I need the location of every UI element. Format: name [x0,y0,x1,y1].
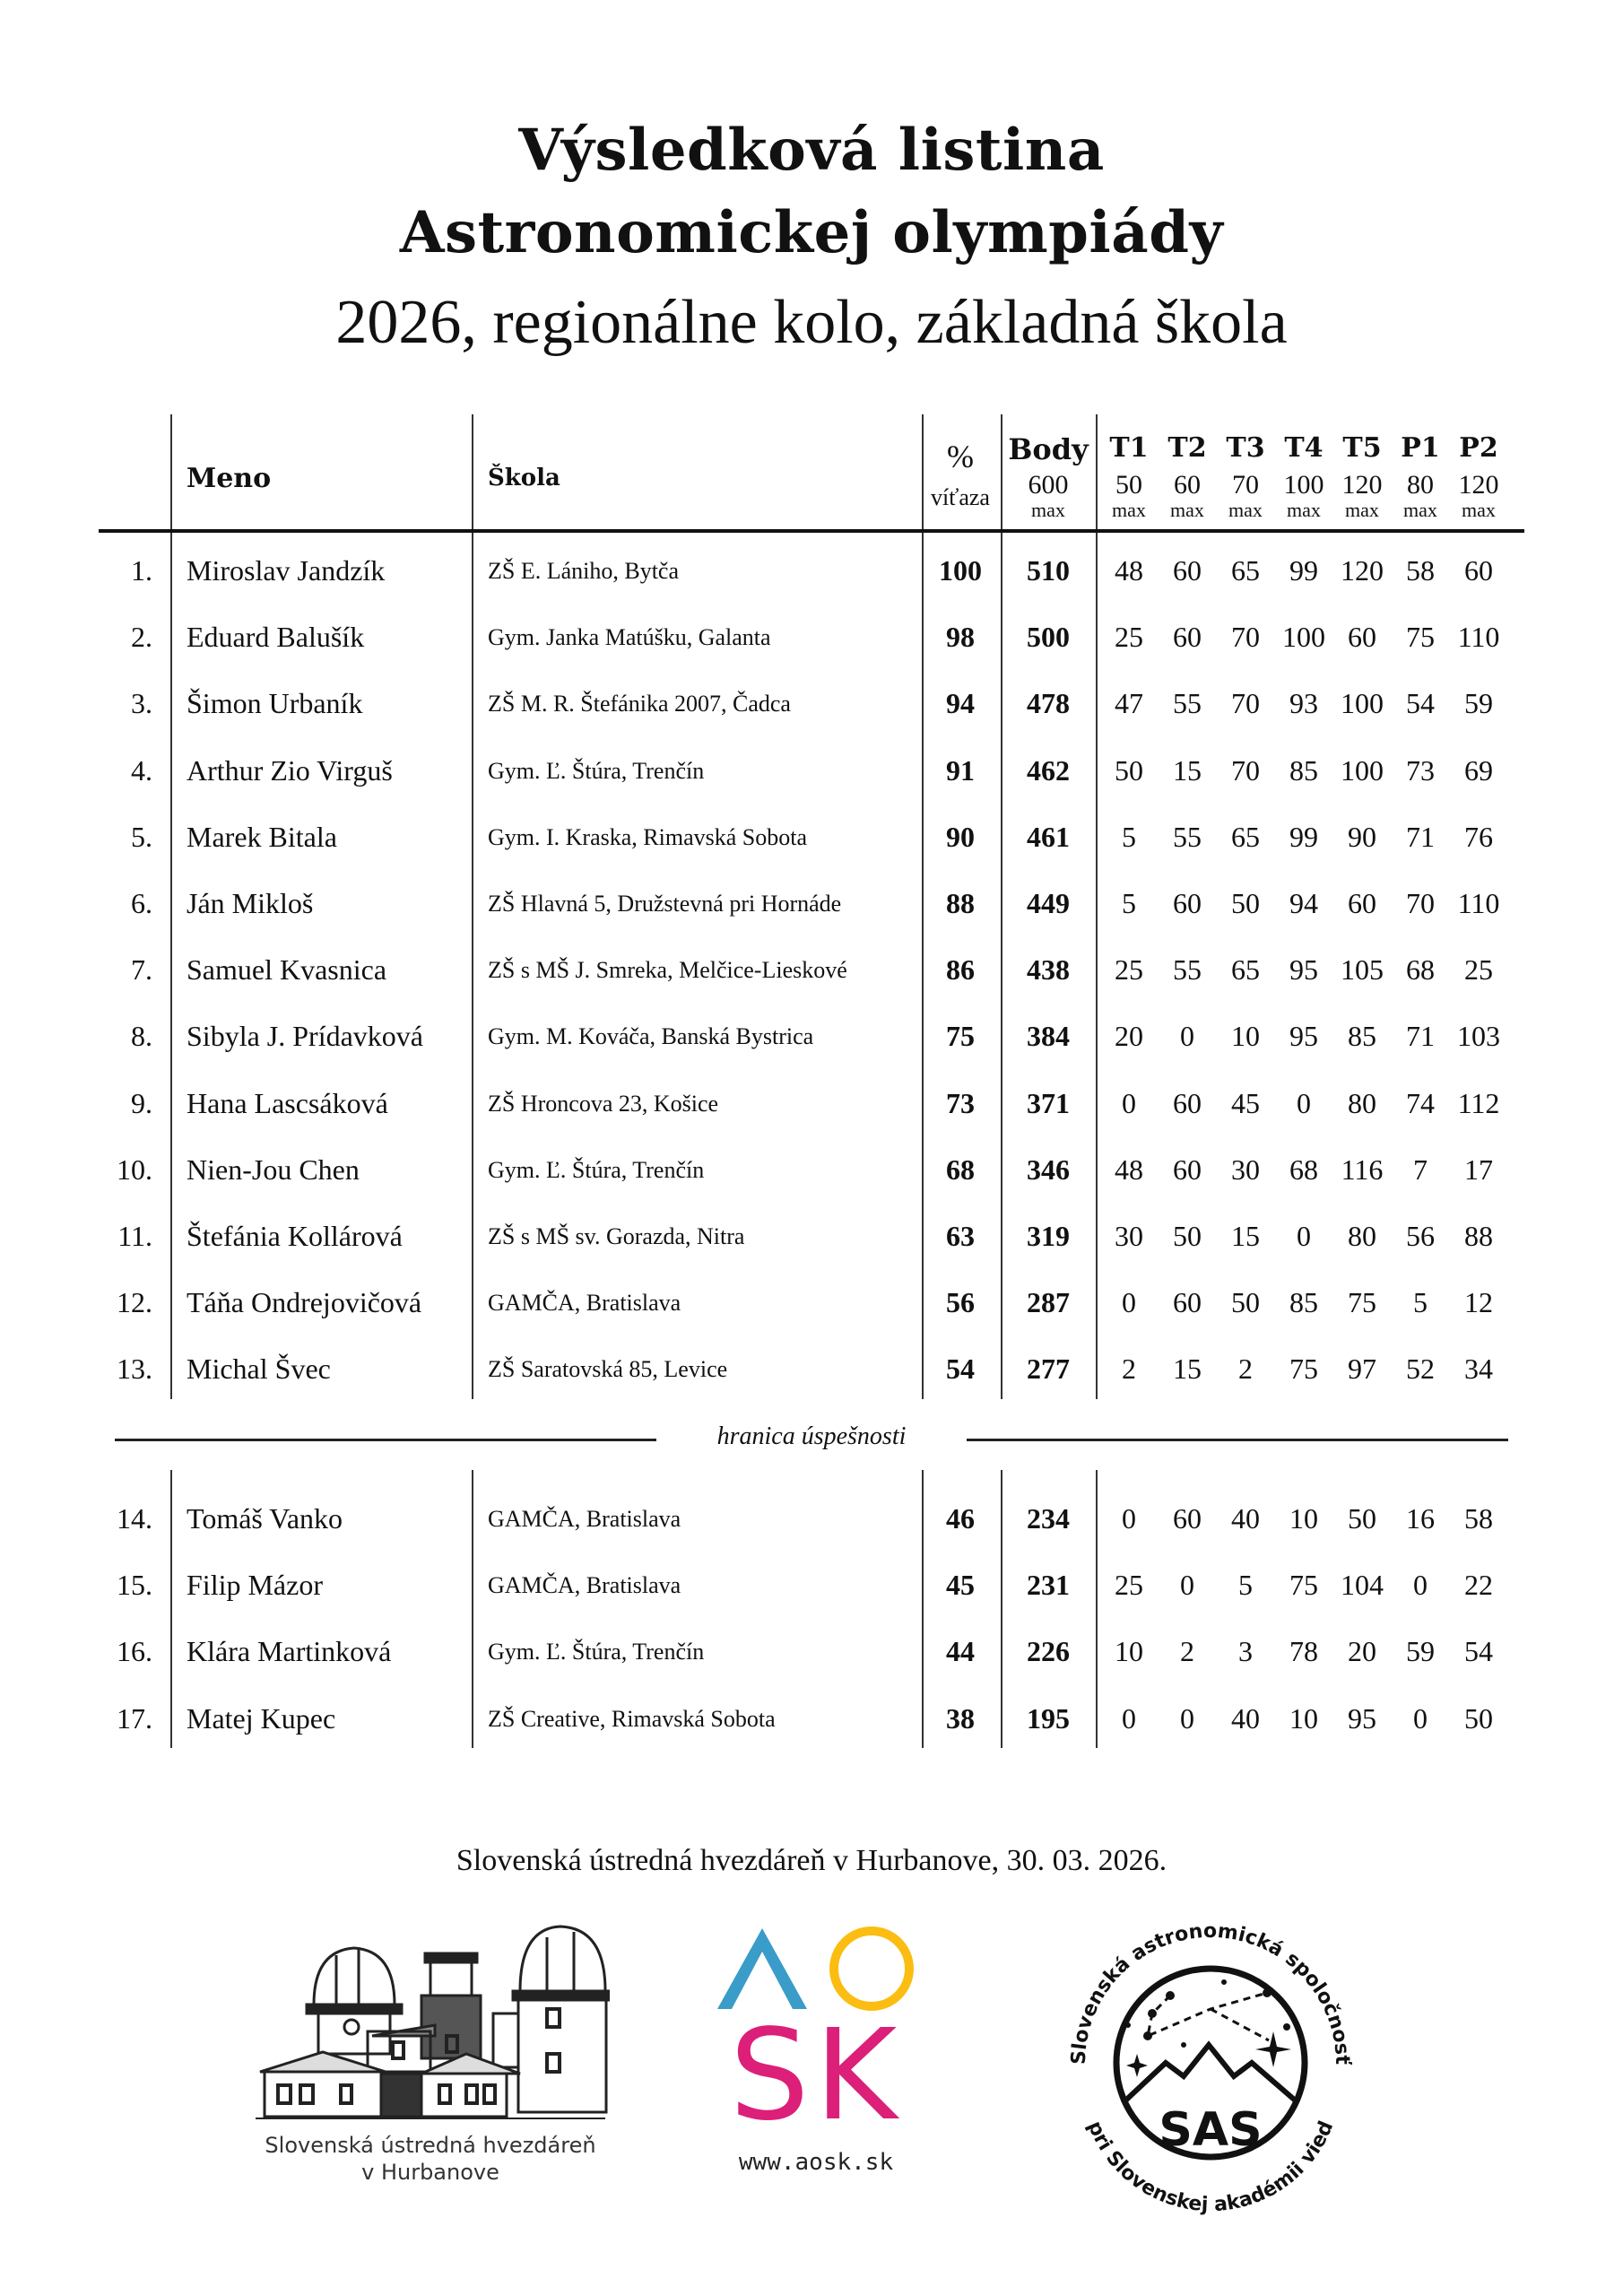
row-task-score: 40 [1231,1701,1260,1735]
row-name: Klára Martinková [187,1635,392,1668]
row-task-score: 55 [1173,820,1202,853]
header-task-max-label: max [1228,499,1263,521]
row-task-score: 5 [1238,1569,1253,1602]
row-task-score: 30 [1231,1152,1260,1186]
row-task-score: 76 [1464,820,1493,853]
row-total-points: 319 [1027,1220,1070,1252]
row-task-score: 75 [1406,621,1435,654]
row-task-score: 15 [1173,1352,1202,1386]
row-task-score: 104 [1341,1569,1384,1602]
header-rule [99,529,1524,533]
header-pct-label: víťaza [931,484,990,510]
row-rank: 11. [117,1220,152,1252]
row-task-score: 110 [1457,887,1500,919]
observatory-building-icon [251,1919,610,2126]
header-task-t3: T3 [1226,432,1265,464]
row-task-score: 12 [1464,1286,1493,1319]
row-task-score: 60 [1464,554,1493,587]
row-school: GAMČA, Bratislava [488,1506,681,1532]
row-task-score: 52 [1406,1352,1435,1386]
row-task-score: 68 [1289,1152,1318,1186]
row-task-score: 0 [1122,1286,1136,1319]
row-task-score: 45 [1231,1086,1260,1119]
row-name: Sibyla J. Prídavková [187,1020,423,1053]
row-rank: 7. [131,953,152,987]
row-task-score: 25 [1115,621,1143,654]
row-task-score: 59 [1464,687,1493,720]
row-task-score: 0 [1180,1020,1194,1053]
header-task-p1: P1 [1401,432,1440,464]
suh-caption-line-1: Slovenská ústredná hvezdáreň [265,2133,596,2158]
header-task-max-label: max [1287,499,1321,521]
row-rank: 1. [131,554,152,587]
header-name: Meno [187,463,272,494]
row-task-score: 54 [1406,687,1435,720]
row-task-score: 95 [1289,1020,1318,1053]
header-task-max-label: max [1170,499,1204,521]
row-pct-of-winner: 46 [946,1502,975,1535]
row-task-score: 47 [1115,687,1143,720]
row-task-score: 60 [1173,1152,1202,1186]
upper-column-divider [170,414,172,1399]
row-task-score: 0 [1297,1220,1311,1252]
row-school: ZŠ Creative, Rimavská Sobota [488,1705,776,1732]
row-pct-of-winner: 88 [946,887,975,919]
row-task-score: 85 [1348,1020,1376,1053]
header-task-max-label: max [1112,499,1146,521]
logo-suh [251,1919,610,2188]
row-task-score: 0 [1122,1502,1136,1535]
row-pct-of-winner: 38 [946,1701,975,1735]
row-total-points: 234 [1027,1502,1070,1535]
row-task-score: 15 [1231,1220,1260,1252]
row-total-points: 449 [1027,887,1070,919]
row-task-score: 25 [1115,953,1143,987]
row-task-score: 70 [1231,753,1260,787]
row-pct-of-winner: 56 [946,1286,975,1319]
row-task-score: 5 [1413,1286,1428,1319]
row-task-score: 48 [1115,1152,1143,1186]
row-name: Filip Mázor [187,1569,323,1602]
row-task-score: 90 [1348,820,1376,853]
row-total-points: 461 [1027,820,1070,853]
row-task-score: 16 [1406,1502,1435,1535]
row-rank: 14. [117,1502,152,1535]
mountain-constellation-icon [1049,1910,1372,2215]
row-task-score: 0 [1297,1086,1311,1119]
row-rank: 9. [131,1086,152,1119]
row-pct-of-winner: 73 [946,1086,975,1119]
row-name: Samuel Kvasnica [187,953,387,987]
row-task-score: 65 [1231,820,1260,853]
row-pct-of-winner: 44 [946,1635,975,1668]
row-rank: 5. [131,820,152,853]
row-school: ZŠ Saratovská 85, Levice [488,1356,728,1383]
row-rank: 12. [117,1286,152,1319]
row-pct-of-winner: 68 [946,1152,975,1186]
aosk-url: www.aosk.sk [738,2149,894,2176]
row-name: Ján Mikloš [187,887,314,919]
row-task-score: 0 [1413,1701,1428,1735]
row-task-score: 20 [1115,1020,1143,1053]
title-line-1: Výsledková listina [518,117,1105,184]
row-task-score: 0 [1413,1569,1428,1602]
row-school: ZŠ s MŠ J. Smreka, Melčice-Lieskové [488,957,847,984]
header-body-max-label: max [1031,499,1065,521]
title-line-2: Astronomickej olympiády [399,199,1224,266]
row-name: Arthur Zio Virguš [187,753,393,787]
row-task-score: 0 [1122,1086,1136,1119]
row-rank: 17. [117,1701,152,1735]
header-body-max: 600 [1028,470,1069,500]
row-pct-of-winner: 54 [946,1352,975,1386]
row-rank: 8. [131,1020,152,1053]
header-task-max: 60 [1174,470,1201,500]
row-school: GAMČA, Bratislava [488,1290,681,1317]
row-name: Hana Lascsáková [187,1086,388,1119]
row-pct-of-winner: 100 [939,554,982,587]
row-total-points: 346 [1027,1152,1070,1186]
row-task-score: 60 [1173,554,1202,587]
row-task-score: 94 [1289,887,1318,919]
row-school: GAMČA, Bratislava [488,1572,681,1599]
upper-column-divider [472,414,473,1399]
row-task-score: 80 [1348,1220,1376,1252]
lower-column-divider [170,1470,172,1748]
row-task-score: 5 [1122,887,1136,919]
row-task-score: 80 [1348,1086,1376,1119]
row-task-score: 55 [1173,687,1202,720]
row-school: Gym. Ľ. Štúra, Trenčín [488,1639,705,1665]
row-task-score: 50 [1348,1502,1376,1535]
row-total-points: 231 [1027,1569,1070,1602]
header-task-t4: T4 [1284,432,1324,464]
row-task-score: 10 [1289,1502,1318,1535]
row-task-score: 100 [1282,621,1325,654]
row-task-score: 30 [1115,1220,1143,1252]
header-task-t2: T2 [1167,432,1207,464]
header-pct-symbol: % [947,439,974,474]
row-task-score: 2 [1122,1352,1136,1386]
row-task-score: 95 [1348,1701,1376,1735]
row-task-score: 15 [1173,753,1202,787]
separator-label: hranica úspešnosti [716,1422,907,1450]
row-task-score: 58 [1464,1502,1493,1535]
row-task-score: 55 [1173,953,1202,987]
row-task-score: 25 [1464,953,1493,987]
row-total-points: 462 [1027,753,1070,787]
row-task-score: 60 [1173,1502,1202,1535]
row-task-score: 68 [1406,953,1435,987]
row-total-points: 500 [1027,621,1070,654]
logo-aosk [699,1919,933,2188]
row-rank: 15. [117,1569,152,1602]
row-school: Gym. Ľ. Štúra, Trenčín [488,1156,705,1183]
row-task-score: 34 [1464,1352,1493,1386]
row-pct-of-winner: 91 [946,753,975,787]
row-task-score: 0 [1180,1569,1194,1602]
row-school: Gym. M. Kováča, Banská Bystrica [488,1023,814,1050]
row-task-score: 65 [1231,953,1260,987]
row-task-score: 100 [1341,687,1384,720]
row-task-score: 7 [1413,1152,1428,1186]
row-total-points: 226 [1027,1635,1070,1668]
row-task-score: 70 [1231,687,1260,720]
sas-ring-top: Slovenská astronomická spoločnosť [1067,1919,1354,2066]
header-task-max: 120 [1458,470,1499,500]
row-task-score: 69 [1464,753,1493,787]
row-name: Miroslav Jandzík [187,554,386,587]
sas-ring-bottom: pri Slovenskej akadémii vied [1082,2118,1339,2215]
row-task-score: 78 [1289,1635,1318,1668]
separator-line-left [115,1439,656,1441]
row-task-score: 50 [1115,753,1143,787]
row-task-score: 71 [1406,820,1435,853]
row-pct-of-winner: 45 [946,1569,975,1602]
row-task-score: 10 [1115,1635,1143,1668]
row-rank: 16. [117,1635,152,1668]
row-total-points: 510 [1027,554,1070,587]
header-task-max-label: max [1403,499,1437,521]
row-pct-of-winner: 90 [946,820,975,853]
row-task-score: 120 [1341,554,1384,587]
row-task-score: 74 [1406,1086,1435,1119]
row-name: Táňa Ondrejovičová [187,1286,422,1319]
header-task-max: 120 [1341,470,1383,500]
row-name: Nien-Jou Chen [187,1152,360,1186]
header-task-max-label: max [1345,499,1379,521]
footer-place-date: Slovenská ústredná hvezdáreň v Hurbanove, 30. 03. 2026. [456,1844,1167,1877]
row-task-score: 105 [1341,953,1384,987]
row-task-score: 54 [1464,1635,1493,1668]
row-task-score: 10 [1231,1020,1260,1053]
aosk-letters-sk: SK [729,2003,903,2135]
row-name: Michal Švec [187,1352,331,1386]
header-task-p2: P2 [1459,432,1498,464]
row-school: ZŠ Hroncova 23, Košice [488,1090,719,1117]
row-rank: 13. [117,1352,152,1386]
row-task-score: 100 [1341,753,1384,787]
header-task-max: 80 [1407,470,1434,500]
row-task-score: 73 [1406,753,1435,787]
row-total-points: 478 [1027,687,1070,720]
row-task-score: 48 [1115,554,1143,587]
row-task-score: 0 [1180,1701,1194,1735]
header-task-max: 50 [1115,470,1142,500]
row-total-points: 287 [1027,1286,1070,1319]
row-task-score: 97 [1348,1352,1376,1386]
row-name: Tomáš Vanko [187,1502,343,1535]
row-task-score: 2 [1180,1635,1194,1668]
row-task-score: 2 [1238,1352,1253,1386]
row-task-score: 50 [1231,887,1260,919]
row-total-points: 371 [1027,1086,1070,1119]
row-school: ZŠ E. Lániho, Bytča [488,558,680,584]
row-pct-of-winner: 75 [946,1020,975,1053]
row-task-score: 50 [1231,1286,1260,1319]
row-school: Gym. Ľ. Štúra, Trenčín [488,757,705,784]
row-task-score: 116 [1341,1152,1384,1186]
upper-column-divider [1096,414,1098,1399]
row-task-score: 50 [1464,1701,1493,1735]
header-task-t5: T5 [1342,432,1382,464]
row-rank: 2. [131,621,152,654]
row-total-points: 384 [1027,1020,1070,1053]
separator-line-right [967,1439,1508,1441]
row-school: Gym. Janka Matúšku, Galanta [488,624,771,651]
row-task-score: 71 [1406,1020,1435,1053]
row-task-score: 50 [1173,1220,1202,1252]
row-school: ZŠ M. R. Štefánika 2007, Čadca [488,691,791,718]
row-pct-of-winner: 98 [946,621,975,654]
row-task-score: 56 [1406,1220,1435,1252]
row-task-score: 59 [1406,1635,1435,1668]
row-task-score: 95 [1289,953,1318,987]
row-task-score: 93 [1289,687,1318,720]
aosk-letter-o [834,1931,909,2006]
lower-column-divider [1096,1470,1098,1748]
row-name: Marek Bitala [187,820,337,853]
row-task-score: 75 [1348,1286,1376,1319]
row-task-score: 99 [1289,554,1318,587]
row-name: Šimon Urbaník [187,687,363,720]
row-task-score: 60 [1348,887,1376,919]
row-name: Matej Kupec [187,1701,336,1735]
subtitle: 2026, regionálne kolo, základná škola [335,288,1288,357]
sas-abbr: SAS [1159,2103,1263,2157]
row-school: Gym. I. Kraska, Rimavská Sobota [488,823,808,850]
row-rank: 4. [131,753,152,787]
row-name: Eduard Balušík [187,621,365,654]
row-task-score: 20 [1348,1635,1376,1668]
row-task-score: 17 [1464,1152,1493,1186]
row-task-score: 22 [1464,1569,1493,1602]
row-total-points: 438 [1027,953,1070,987]
row-task-score: 65 [1231,554,1260,587]
row-task-score: 40 [1231,1502,1260,1535]
header-task-max: 100 [1283,470,1324,500]
row-task-score: 85 [1289,753,1318,787]
row-rank: 10. [117,1152,152,1186]
row-pct-of-winner: 63 [946,1220,975,1252]
row-school: ZŠ Hlavná 5, Družstevná pri Hornáde [488,891,842,917]
row-task-score: 5 [1122,820,1136,853]
aosk-logo-icon [699,1919,933,2135]
row-task-score: 60 [1173,621,1202,654]
row-task-score: 99 [1289,820,1318,853]
row-task-score: 85 [1289,1286,1318,1319]
row-task-score: 70 [1406,887,1435,919]
row-task-score: 110 [1457,621,1500,654]
row-task-score: 60 [1173,887,1202,919]
row-task-score: 3 [1238,1635,1253,1668]
aosk-letter-a [717,1928,807,2009]
row-task-score: 70 [1231,621,1260,654]
header-task-max-label: max [1462,499,1496,521]
row-name: Štefánia Kollárová [187,1220,403,1252]
header-school: Škola [488,465,560,491]
header-body: Body [1008,432,1089,466]
logo-sas [1049,1910,1372,2215]
row-task-score: 25 [1115,1569,1143,1602]
row-task-score: 112 [1457,1086,1500,1119]
row-task-score: 60 [1348,621,1376,654]
suh-caption-line-2: v Hurbanove [361,2160,499,2185]
row-task-score: 75 [1289,1352,1318,1386]
row-total-points: 277 [1027,1352,1070,1386]
row-task-score: 0 [1122,1701,1136,1735]
row-rank: 6. [131,887,152,919]
row-total-points: 195 [1027,1701,1070,1735]
row-task-score: 60 [1173,1086,1202,1119]
row-pct-of-winner: 94 [946,687,975,720]
row-rank: 3. [131,687,152,720]
row-task-score: 60 [1173,1286,1202,1319]
row-task-score: 88 [1464,1220,1493,1252]
lower-column-divider [472,1470,473,1748]
row-task-score: 103 [1457,1020,1500,1053]
header-task-max: 70 [1232,470,1259,500]
row-school: ZŠ s MŠ sv. Gorazda, Nitra [488,1223,745,1249]
row-pct-of-winner: 86 [946,953,975,987]
row-task-score: 10 [1289,1701,1318,1735]
row-task-score: 58 [1406,554,1435,587]
row-task-score: 75 [1289,1569,1318,1602]
header-task-t1: T1 [1109,432,1149,464]
